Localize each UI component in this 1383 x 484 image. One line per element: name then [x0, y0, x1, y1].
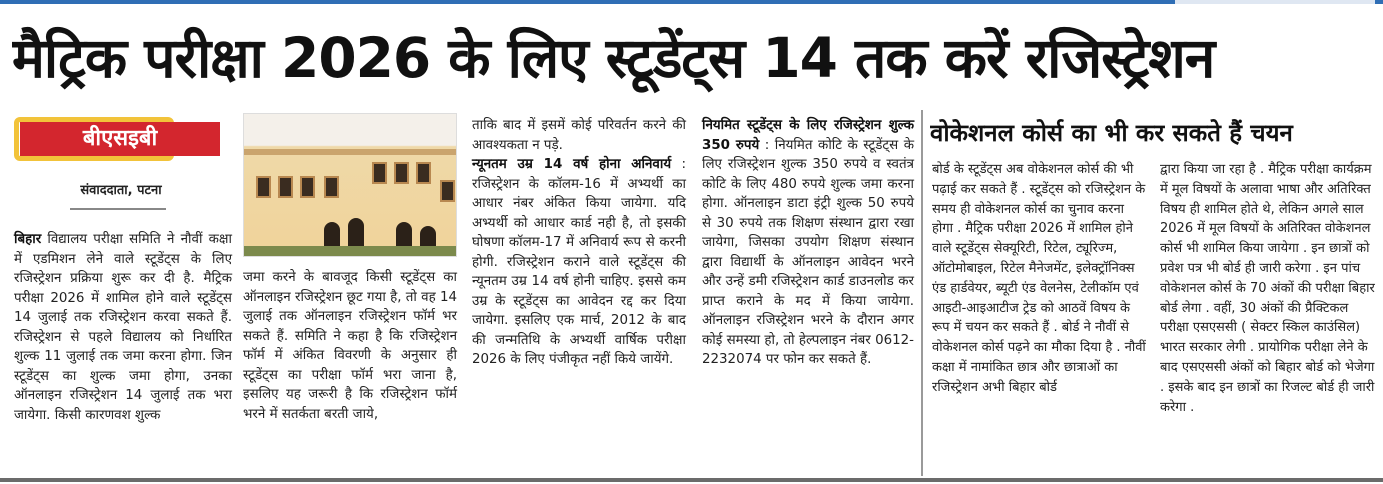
- photo-window: [440, 180, 455, 202]
- bottom-rule: [0, 478, 1383, 482]
- top-bar-tab: [1174, 0, 1375, 4]
- sidebar-column-1: [932, 160, 1146, 398]
- article-column-2: [243, 268, 457, 424]
- photo-window: [372, 162, 387, 184]
- column-3-subhead: न्यूनतम उम्र 14 वर्ष होना अनिवार्य: [472, 157, 672, 172]
- column-3-text: : रजिस्ट्रेशन के कॉलम-16 में अभ्यर्थी का आधार नंबर अंकित किया जायेगा. यदि अभ्यर्थी को आधार कार्ड नही है, तो इसकी घोषणा कॉलम-17 में अनिवार्य रूप से करनी होगी. रजिस्ट्रेशन कराने वाले स्टूडेंट्स की न्यूनतम उम्र 14 वर्ष होनी चाहिए. इससे कम उम्र के स्टूडेंट्स का आवेदन रद्द कर दिया जायेगा. इसलिए एक मार्च, 2012 के बाद की जन्मतिथि के अभ्यर्थी वार्षिक परीक्षा 2026 के लिए पंजीकृत नहीं किये जायेंगे.: [472, 157, 686, 367]
- column-4-text: : नियमित कोटि के स्टूडेंट्स के लिए रजिस्ट्रेशन शुल्क 350 रुपये व स्वतंत्र कोटि के लिए 480 रुपये शुल्क जमा करना होगा. ऑनलाइन डाटा इंट्री शुल्क 50 रुपये से 30 रुपये तक शिक्षण संस्थान द्वारा रखा जायेगा, जिसका उपयोग शिक्षण संस्थान द्वारा विद्यार्थी के ऑनलाइन आवेदन भरने और उन्हें डमी रजिस्ट्रेशन कार्ड डाउनलोड कर प्राप्त कराने के मद में किया जायेगा. ऑनलाइन रजिस्ट्रेशन भरने के दौरान अगर कोई समस्या हो, तो हेल्पलाइन नंबर 0612-2232074 पर फोन कर सकते हैं.: [702, 137, 914, 367]
- photo-window: [416, 162, 431, 184]
- article-column-3: [472, 116, 686, 370]
- photo-ground: [244, 246, 456, 256]
- main-headline: मैट्रिक परीक्षा 2026 के लिए स्टूडेंट्स 14 तक करें रजिस्ट्रेशन: [12, 26, 1215, 90]
- tag-label: बीएसइबी: [20, 122, 220, 156]
- column-3-intro: ताकि बाद में इसमें कोई परिवर्तन करने की आवश्यकता न पड़े.: [472, 118, 686, 153]
- byline-divider: [70, 208, 166, 210]
- photo-window: [256, 176, 271, 198]
- photo-arch: [348, 218, 364, 246]
- article-column-1: [14, 230, 232, 425]
- photo-roofline: [244, 149, 456, 155]
- column-4-subhead: नियमित स्टूडेंट्स के लिए रजिस्ट्रेशन शुल्क 350 रुपये: [702, 118, 914, 153]
- photo-window: [278, 176, 293, 198]
- column-divider: [921, 110, 923, 476]
- lead-word: बिहार: [14, 232, 42, 247]
- sidebar-column-2-text: द्वारा किया जा रहा है . मैट्रिक परीक्षा कार्यक्रम में मूल विषयों के अलावा भाषा और अतिरिक्त विषय ही शामिल होते थे, लेकिन अगले साल 2026 में मूल विषयों के अतिरिक्त वोकेशनल कोर्स भी शामिल किया जायेगा . इन छात्रों को प्रवेश पत्र भी बोर्ड ही जारी करेगा . इन पांच वोकेशनल कोर्स के 70 अंकों की परीक्षा बिहार बोर्ड लेगा . वहीं, 30 अंकों की प्रैक्टिकल परीक्षा एसएससी ( सेक्टर स्किल काउंसिल) भारत सरकार लेगी . प्रायोगिक परीक्षा लेने के बाद एसएससी अंकों को बिहार बोर्ड को भेजेगा . इसके बाद इन छात्रों का रिजल्ट बोर्ड ही जारी करेगा .: [1160, 162, 1375, 415]
- sidebar-column-1-text: बोर्ड के स्टूडेंट्स अब वोकेशनल कोर्स की भी पढ़ाई कर सकते हैं . स्टूडेंट्स को रजिस्ट्रेशन के समय ही वोकेशनल कोर्स का चुनाव करना होगा . मैट्रिक परीक्षा 2026 में शामिल होने वाले स्टूडेंट्स सेक्यूरिटी, रिटेल, ट्यूरिज्म, ऑटोमोबाइल, रिटेल मैनेजमेंट, इलेक्ट्रॉनिक्स एंड हार्डवेयर, ब्यूटी एंड वेलनेस, टेलीकॉम एवं आइटी-आइआटीज ट्रेड को आठवें विषय के रूप में चयन कर सकते हैं . बोर्ड ने नौवीं से वोकेशनल कोर्स पढ़ने का मौका दिया है . नौवीं कक्षा में नामांकित छात्र और छात्राओं का रजिस्ट्रेशन अभी बिहार बोर्ड: [932, 162, 1146, 395]
- sidebar-column-2: [1160, 160, 1376, 417]
- section-tag: [14, 117, 224, 161]
- column-1-text: विद्यालय परीक्षा समिति ने नौवीं कक्षा में एडमिशन लेने वाले स्टूडेंट्स के लिए रजिस्ट्रेशन प्रक्रिया शुरू कर दी है. मैट्रिक परीक्षा 2026 में शामिल होने वाले स्टूडेंट्स 14 जुलाई तक रजिस्ट्रेशन करवा सकते हैं. रजिस्ट्रेशन से पहले विद्यालय को निर्धारित शुल्क 11 जुलाई तक जमा करना होगा. जिन स्टूडेंट्स का शुल्क जमा होगा, उनका ऑनलाइन रजिस्ट्रेशन 14 जुलाई तक भरा जायेगा. किसी कारणवश शुल्क: [14, 232, 232, 423]
- sidebar-headline: वोकेशनल कोर्स का भी कर सकते हैं चयन: [930, 119, 1293, 147]
- building-photo: [243, 113, 457, 257]
- article-column-4: [702, 116, 914, 370]
- photo-window: [394, 162, 409, 184]
- byline: संवाददाता, पटना: [80, 183, 162, 198]
- column-2-text: जमा करने के बावजूद किसी स्टूडेंट्स का ऑनलाइन रजिस्ट्रेशन छूट गया है, तो वह 14 जुलाई तक ऑनलाइन रजिस्ट्रेशन फॉर्म भर सकते हैं. समिति ने कहा है कि रजिस्ट्रेशन फॉर्म में अंकित विवरणी के अनुसार ही स्टूडेंट्स का परीक्षा फॉर्म भरा जाना है, इसलिए यह जरूरी है कि रजिस्ट्रेशन फॉर्म भरने में सतर्कता बरती जाये,: [243, 270, 457, 422]
- photo-window: [300, 176, 315, 198]
- photo-window: [324, 176, 339, 198]
